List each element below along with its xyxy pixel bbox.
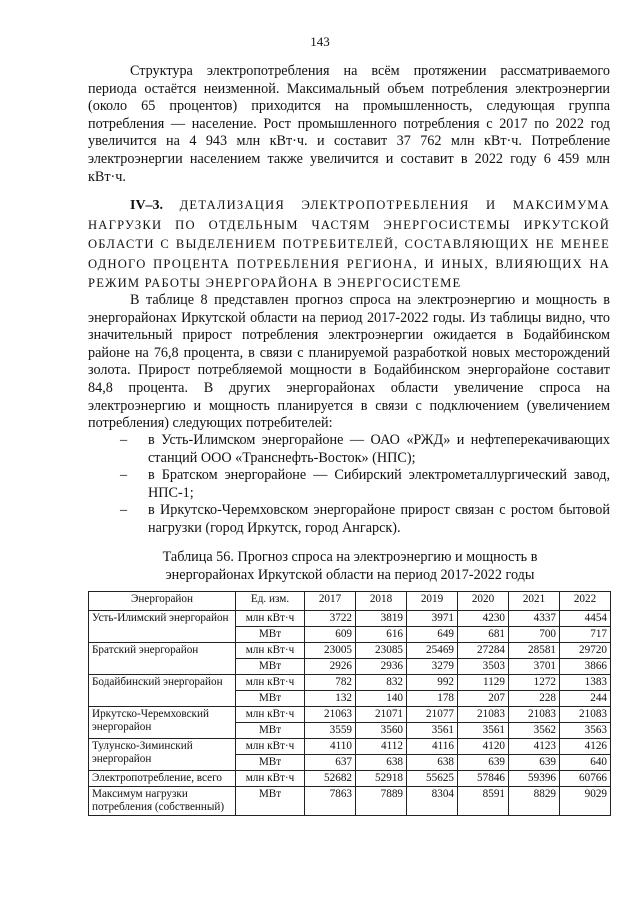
value-cell: 52682 [305,771,356,787]
bullet-dash: – [120,467,128,484]
value-cell: 21077 [407,707,458,723]
section-number: IV–3. [130,198,164,213]
value-cell: 1272 [509,675,560,691]
column-header: 2022 [560,592,611,611]
value-cell: 700 [509,627,560,643]
region-cell: Максимум нагрузки потребления (собственный) [89,787,236,816]
unit-cell: МВт [236,659,305,675]
value-cell: 4120 [458,739,509,755]
list-item [120,432,610,467]
table-row [89,707,611,723]
value-cell: 21063 [305,707,356,723]
value-cell: 29720 [560,643,611,659]
unit-cell: МВт [236,627,305,643]
value-cell: 25469 [407,643,458,659]
value-cell: 140 [356,691,407,707]
value-cell: 616 [356,627,407,643]
table-row-max-load [89,787,611,816]
value-cell: 8304 [407,787,458,816]
value-cell: 639 [458,755,509,771]
value-cell: 55625 [407,771,458,787]
value-cell: 992 [407,675,458,691]
forecast-table [88,591,611,816]
value-cell: 207 [458,691,509,707]
value-cell: 178 [407,691,458,707]
bullet-dash: – [120,432,128,448]
table-row [89,611,611,627]
value-cell: 832 [356,675,407,691]
value-cell: 1129 [458,675,509,691]
value-cell: 23005 [305,643,356,659]
table-row [89,675,611,691]
value-cell: 4126 [560,739,611,755]
region-cell: Усть-Илимский энергорайон [89,611,236,643]
value-cell: 8829 [509,787,560,816]
value-cell: 27284 [458,643,509,659]
unit-cell: МВт [236,755,305,771]
value-cell: 7889 [356,787,407,816]
section-title: ДЕТАЛИЗАЦИЯ ЭЛЕКТРОПОТРЕБЛЕНИЯ И МАКСИМУМА НАГРУЗКИ ПО ОТДЕЛЬНЫМ ЧАСТЯМ ЭНЕРГОСИСТЕМЫ ИРКУТСКОЙ ОБЛАСТИ С ВЫДЕЛЕНИЕМ ПОТРЕБИТЕЛЕЙ, СОСТАВЛЯЮЩИХ НЕ МЕНЕЕ ОДНОГО ПРОЦЕНТА ПОТРЕБЛЕНИЯ РЕГИОНА, И ИНЫХ, ВЛИЯЮЩИХ НА РЕЖИМ РАБОТЫ ЭНЕРГОРАЙОНА В ЭНЕРГОСИСТЕМЕ [88,198,610,291]
unit-cell: млн кВт·ч [236,707,305,723]
value-cell: 3561 [407,723,458,739]
value-cell: 3722 [305,611,356,627]
value-cell: 21083 [458,707,509,723]
list-item-text: в Усть-Илимском энергорайоне — ОАО «РЖД» и нефтеперекачивающих станций ООО «Транснефть-Восток» (НПС); [148,432,610,466]
value-cell: 21083 [560,707,611,723]
unit-cell: МВт [236,723,305,739]
value-cell: 3563 [560,723,611,739]
value-cell: 3561 [458,723,509,739]
value-cell: 4337 [509,611,560,627]
value-cell: 23085 [356,643,407,659]
value-cell: 638 [356,755,407,771]
region-cell: Бодайбинский энергорайон [89,675,236,707]
unit-cell: млн кВт·ч [236,643,305,659]
value-cell: 228 [509,691,560,707]
value-cell: 4116 [407,739,458,755]
value-cell: 3701 [509,659,560,675]
unit-cell: МВт [236,691,305,707]
value-cell: 59396 [509,771,560,787]
column-header: 2019 [407,592,458,611]
value-cell: 3562 [509,723,560,739]
value-cell: 2926 [305,659,356,675]
value-cell: 4112 [356,739,407,755]
unit-cell: МВт [236,787,305,816]
list-item [120,467,610,502]
page-number: 143 [310,34,330,49]
value-cell: 3866 [560,659,611,675]
table-row [89,643,611,659]
section-heading [88,196,610,294]
value-cell: 7863 [305,787,356,816]
table-row [89,739,611,755]
value-cell: 28581 [509,643,560,659]
value-cell: 244 [560,691,611,707]
list-item-text: в Братском энергорайоне — Сибирский электрометаллургический завод, НПС-1; [148,467,610,501]
value-cell: 60766 [560,771,611,787]
value-cell: 638 [407,755,458,771]
value-cell: 9029 [560,787,611,816]
value-cell: 2936 [356,659,407,675]
table-header-row [89,592,611,611]
unit-cell: млн кВт·ч [236,771,305,787]
value-cell: 681 [458,627,509,643]
region-cell: Тулунско-Зиминский энергорайон [89,739,236,771]
value-cell: 637 [305,755,356,771]
value-cell: 4454 [560,611,611,627]
value-cell: 649 [407,627,458,643]
value-cell: 3971 [407,611,458,627]
value-cell: 57846 [458,771,509,787]
list-item [120,502,610,537]
value-cell: 4230 [458,611,509,627]
column-header: Энергорайон [89,592,236,611]
value-cell: 640 [560,755,611,771]
table-row-total [89,771,611,787]
bullet-dash: – [120,502,128,519]
value-cell: 3559 [305,723,356,739]
region-cell: Электропотребление, всего [89,771,236,787]
value-cell: 21083 [509,707,560,723]
value-cell: 132 [305,691,356,707]
region-cell: Иркутско-Черемховский энергорайон [89,707,236,739]
value-cell: 609 [305,627,356,643]
list-item-text: в Иркутско-Черемховском энергорайоне прирост связан с ростом бытовой нагрузки (город Иркутск, город Ангарск). [148,502,610,536]
value-cell: 52918 [356,771,407,787]
unit-cell: млн кВт·ч [236,675,305,691]
value-cell: 21071 [356,707,407,723]
table-caption: Таблица 56. Прогноз спроса на электроэнергию и мощность в энергорайонах Иркутской области на период 2017-2022 годы [162,549,538,583]
column-header: 2021 [509,592,560,611]
paragraph-consumption-structure: Структура электропотребления на всём протяжении рассматриваемого периода остаётся неизменной. Максимальный объем потребления электроэнергии (около 65 процентов) приходится на промышленность, следующая группа потребления — население. Рост промышленного потребления с 2017 по 2022 год увеличится на 4 943 млн кВт·ч. и составит 37 762 млн кВт·ч. Потребление электроэнергии населением также увеличится и составит в 2022 году 6 459 млн кВт·ч. [88,63,610,185]
value-cell: 3560 [356,723,407,739]
value-cell: 4110 [305,739,356,755]
value-cell: 1383 [560,675,611,691]
unit-cell: млн кВт·ч [236,739,305,755]
value-cell: 3279 [407,659,458,675]
column-header: 2017 [305,592,356,611]
value-cell: 4123 [509,739,560,755]
region-cell: Братский энергорайон [89,643,236,675]
value-cell: 3503 [458,659,509,675]
value-cell: 8591 [458,787,509,816]
unit-cell: млн кВт·ч [236,611,305,627]
value-cell: 3819 [356,611,407,627]
value-cell: 717 [560,627,611,643]
value-cell: 782 [305,675,356,691]
value-cell: 639 [509,755,560,771]
consumer-list [120,432,610,538]
column-header: Ед. изм. [236,592,305,611]
column-header: 2018 [356,592,407,611]
paragraph-demand-forecast: В таблице 8 представлен прогноз спроса на электроэнергию и мощность в энергорайонах Иркутской области на период 2017-2022 годы. Из таблицы видно, что значительный прирост потребления электроэнергии ожидается в Бодайбинском районе на 76,8 процента, в связи с планируемой разработкой новых месторождений золота. Прирост потребляемой мощности в Бодайбинском энергорайоне составит 84,8 процента. В других энергорайонах области увеличение спроса на электроэнергию и мощность планируется в связи с подключением (увеличением потребления) следующих потребителей: [88,292,610,432]
column-header: 2020 [458,592,509,611]
